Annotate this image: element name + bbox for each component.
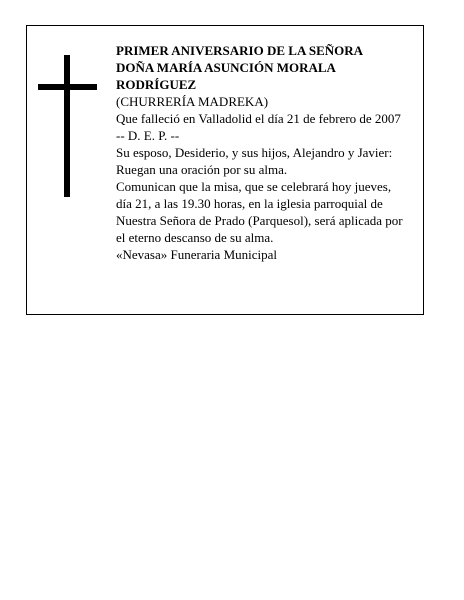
funeral-home-line: «Nevasa» Funeraria Municipal: [116, 247, 278, 262]
mass-line: día 21, a las 19.30 horas, en la iglesia parroquial de: [116, 196, 383, 211]
mass-line: Comunican que la misa, que se celebrará hoy jueves,: [116, 179, 392, 194]
obituary-notice: [26, 25, 424, 315]
cross-vertical-bar: [64, 55, 70, 197]
cross-horizontal-bar: [38, 84, 97, 90]
mass-line: el eterno descanso de su alma.: [116, 230, 274, 245]
title-line: RODRÍGUEZ: [116, 77, 197, 92]
business-name: (CHURRERÍA MADREKA): [116, 94, 269, 109]
death-date-line: Que falleció en Valladolid el día 21 de febrero de 2007: [116, 111, 401, 126]
mass-line: Nuestra Señora de Prado (Parquesol), será aplicada por: [116, 213, 403, 228]
title-line: PRIMER ANIVERSARIO DE LA SEÑORA: [116, 43, 364, 58]
dep-line: -- D. E. P. --: [116, 128, 180, 143]
prayer-line: Ruegan una oración por su alma.: [116, 162, 288, 177]
family-line: Su esposo, Desiderio, y sus hijos, Alejandro y Javier:: [116, 145, 393, 160]
notice-text: [116, 42, 421, 263]
title-line: DOÑA MARÍA ASUNCIÓN MORALA: [116, 60, 336, 75]
